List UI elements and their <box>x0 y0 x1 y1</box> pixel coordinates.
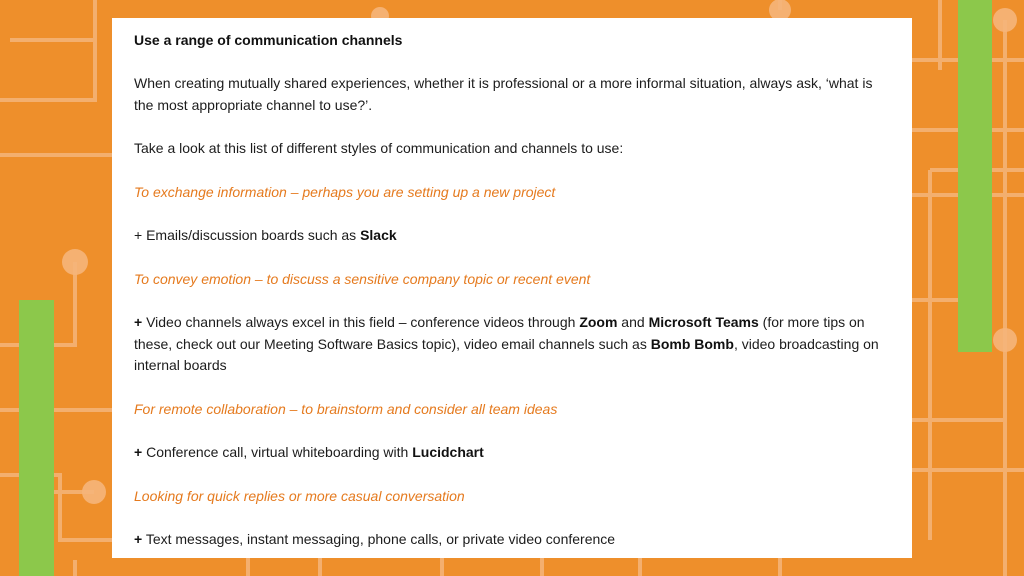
section-body-collaboration <box>134 442 890 464</box>
body-text: Text messages, instant messaging, phone calls, or private video conference <box>142 531 616 548</box>
body-text: , video broadcasting on internal boards <box>134 335 879 374</box>
section-title-exchange: To exchange information – perhaps you are setting up a new project <box>134 183 556 200</box>
intro-paragraph: When creating mutually shared experiences, whether it is professional or a more informal situation, always ask, ‘what is the most appropriate channel to use?’. <box>134 75 873 114</box>
tool-name-bomb-bomb: Bomb Bomb <box>650 335 734 352</box>
plus-marker: + <box>134 531 143 548</box>
card-heading: Use a range of communication channels <box>134 32 403 48</box>
plus-marker: + <box>134 444 143 461</box>
body-text: (for more tips on these, check out our Meeting Software Basics topic), video email channels such as <box>134 314 865 352</box>
tool-name-zoom: Zoom <box>579 314 618 331</box>
section-title-collaboration: For remote collaboration – to brainstorm and consider all team ideas <box>134 400 558 417</box>
section-title-quick-replies: Looking for quick replies or more casual conversation <box>134 487 465 504</box>
section-body-quick-replies <box>134 529 890 551</box>
body-text: + Emails/discussion boards such as <box>134 227 361 244</box>
body-text: and <box>617 314 649 331</box>
green-bar-right <box>958 0 992 352</box>
body-text: Conference call, virtual whiteboarding with <box>142 444 413 461</box>
section-body-emotion <box>134 312 890 377</box>
section-body-exchange <box>134 225 890 247</box>
lead-in-paragraph: Take a look at this list of different styles of communication and channels to use: <box>134 140 624 157</box>
tool-name-teams: Microsoft Teams <box>648 314 759 331</box>
content-card <box>112 18 912 558</box>
tool-name-slack: Slack <box>360 227 397 244</box>
tool-name-lucidchart: Lucidchart <box>412 444 484 461</box>
plus-marker: + <box>134 314 143 331</box>
section-title-emotion: To convey emotion – to discuss a sensitive company topic or recent event <box>134 270 591 287</box>
body-text: Video channels always excel in this field – conference videos through <box>142 314 580 331</box>
green-bar-left <box>19 300 54 576</box>
